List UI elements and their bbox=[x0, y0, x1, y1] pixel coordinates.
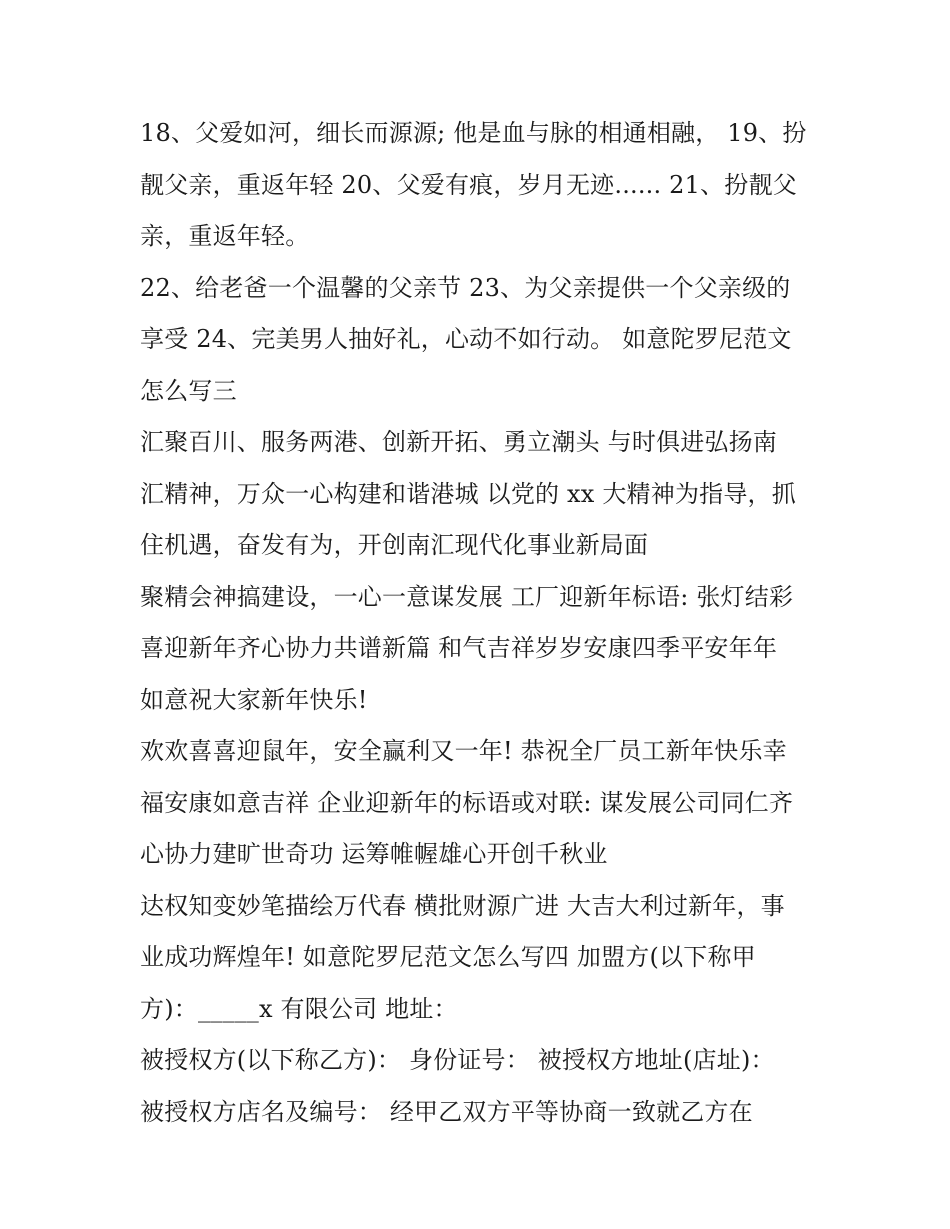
paragraph-1 bbox=[140, 108, 810, 263]
text-line: 喜迎新年齐心协力共谱新篇 和气吉祥岁岁安康四季平安年年 bbox=[140, 634, 778, 662]
text-line: 被授权方店名及编号： 经甲乙双方平等协商一致就乙方在 bbox=[140, 1097, 753, 1126]
text-line: 方)：_____x 有限公司 地址： bbox=[140, 994, 458, 1023]
text-line: 欢欢喜喜迎鼠年，安全赢利又一年! 恭祝全厂员工新年快乐幸 bbox=[140, 737, 787, 765]
paragraph-5 bbox=[140, 726, 810, 881]
text-line: 被授权方(以下称乙方)： 身份证号： 被授权方地址(店址)： bbox=[140, 1046, 775, 1074]
paragraph-6 bbox=[140, 881, 810, 1036]
text-line: 22、给老爸一个温馨的父亲节 23、为父亲提供一个父亲级的 bbox=[140, 273, 791, 302]
text-line: 亲，重返年轻。 bbox=[140, 222, 310, 250]
text-line: 享受 24、完美男人抽好礼，心动不如行动。 如意陀罗尼范文 bbox=[140, 325, 792, 353]
document-body bbox=[140, 108, 810, 1138]
text-line: 福安康如意吉祥 企业迎新年的标语或对联: 谋发展公司同仁齐 bbox=[140, 788, 794, 817]
paragraph-7 bbox=[140, 1035, 810, 1087]
text-line: 靓父亲，重返年轻 20、父爱有痕，岁月无迹...... 21、扮靓父 bbox=[140, 170, 797, 199]
text-line: 如意祝大家新年快乐! bbox=[140, 685, 368, 714]
paragraph-2 bbox=[140, 263, 810, 418]
text-line: 18、父爱如河，细长而源源; 他是血与脉的相通相融， 19、扮 bbox=[140, 119, 807, 147]
text-line: 业成功辉煌年! 如意陀罗尼范文怎么写四 加盟方(以下称甲 bbox=[140, 943, 756, 971]
text-line: 汇精神，万众一心构建和谐港城 以党的 xx 大精神为指导，抓 bbox=[140, 479, 796, 508]
paragraph-8 bbox=[140, 1087, 810, 1139]
text-line: 汇聚百川、服务两港、创新开拓、勇立潮头 与时俱进弘扬南 bbox=[140, 428, 778, 456]
text-line: 聚精会神搞建设，一心一意谋发展 工厂迎新年标语: 张灯结彩 bbox=[140, 582, 794, 611]
text-line: 怎么写三 bbox=[140, 376, 237, 405]
paragraph-3 bbox=[140, 417, 810, 572]
text-line: 心协力建旷世奇功 运筹帷幄雄心开创千秋业 bbox=[140, 840, 608, 868]
paragraph-4 bbox=[140, 572, 810, 727]
text-line: 住机遇，奋发有为，开创南汇现代化事业新局面 bbox=[140, 531, 649, 559]
text-line: 达权知变妙笔描绘万代春 横批财源广进 大吉大利过新年，事 bbox=[140, 891, 785, 920]
